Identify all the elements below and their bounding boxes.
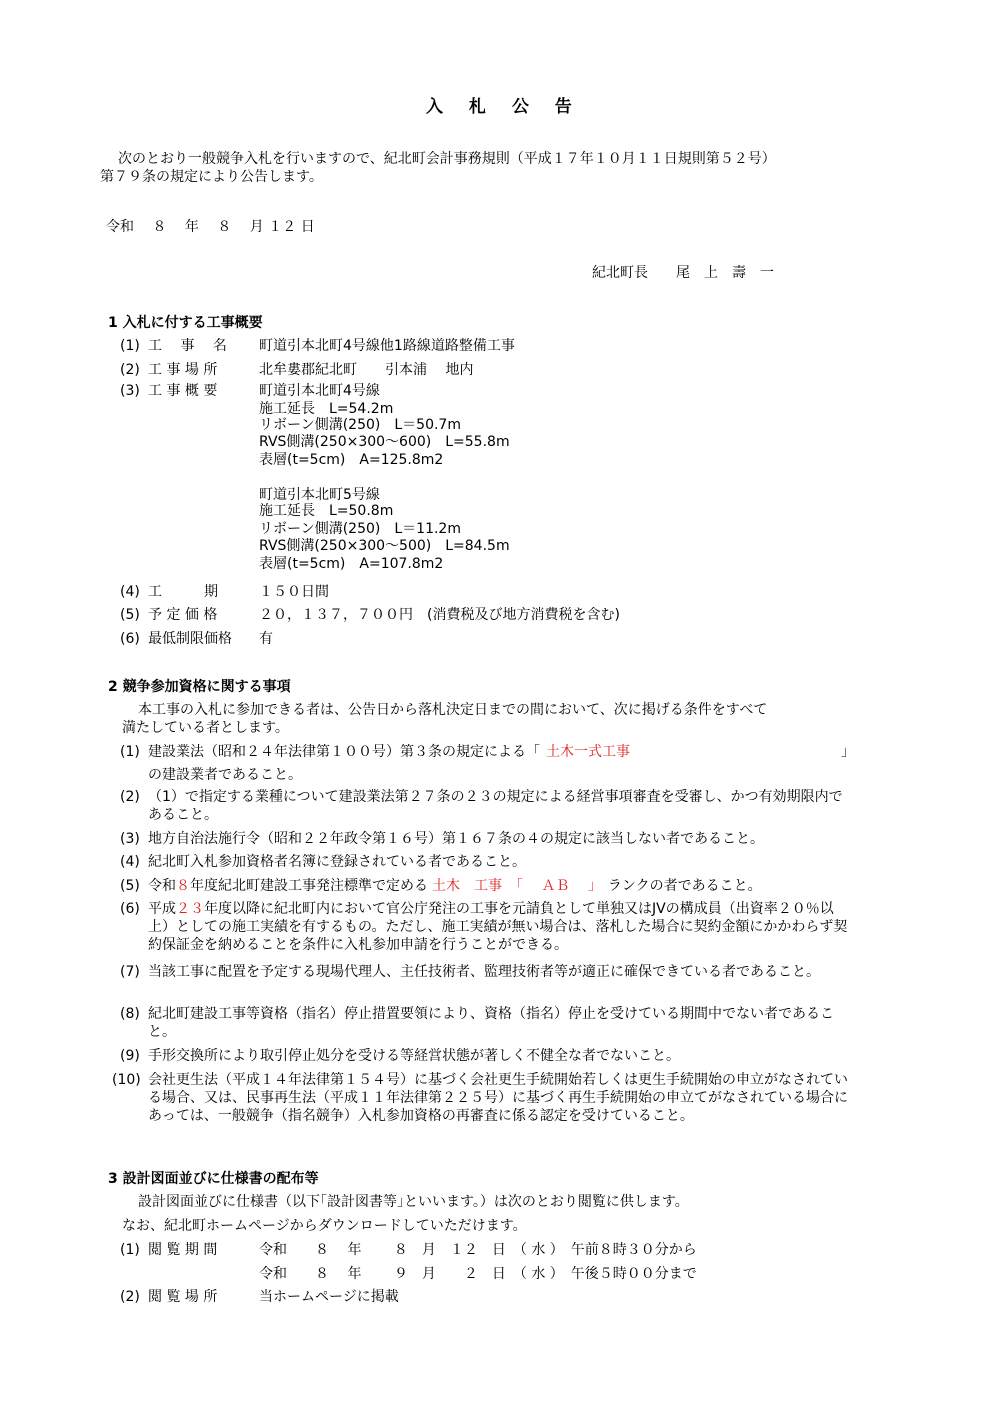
item-number: (6) xyxy=(120,631,140,647)
item-number: (8) xyxy=(120,1006,140,1022)
qualification-text: 年度以降に紀北町内において官公庁発注の工事を元請負として単独又はJVの構成員（出資率２０％以上）としての施工実績を有するもの。ただし、施工実績が無い場合は、落札した場合に契約金額にかかわらず契約保証金を納めることを条件に入札参加申請を行うことができる。 xyxy=(148,901,848,953)
viewing-location: 当ホームページに掲載 xyxy=(259,1289,399,1305)
qualification-9: 手形交換所により取引停止処分を受ける等経営状態が著しく不健全な者でないこと。 xyxy=(148,1048,680,1064)
qualification-text: 平成 xyxy=(148,901,176,917)
item-number: (10) xyxy=(112,1072,141,1088)
item-label: 工 事 名 xyxy=(148,338,227,354)
viewing-period-start: 令和 ８ 年 ８ 月 １２ 日 （ 水 ） 午前８時３０分から xyxy=(259,1242,697,1258)
item-number: (2) xyxy=(120,789,140,805)
overview-line: 施工延長 L=54.2m xyxy=(259,401,394,417)
construction-period: １５０日間 xyxy=(259,584,329,600)
overview-line: 町道引本北町4号線 xyxy=(259,383,380,399)
section-2-heading: 2 競争参加資格に関する事項 xyxy=(108,679,291,695)
qualification-text: 建設業法（昭和２４年法律第１００号）第３条の規定による「 xyxy=(148,744,540,760)
signer: 紀北町長 尾 上 壽 一 xyxy=(592,265,774,281)
section-3-heading: 3 設計図面並びに仕様書の配布等 xyxy=(108,1171,319,1187)
overview-line: RVS側溝(250×300～600) L=55.8m xyxy=(259,434,510,450)
intro-line-1: 次のとおり一般競争入札を行いますので、紀北町会計事務規則（平成１７年１０月１１日規則第５２号） xyxy=(118,151,776,167)
section-3-intro: なお、紀北町ホームページからダウンロードしていただけます。 xyxy=(122,1218,527,1234)
qualification-4: 紀北町入札参加資格者名簿に登録されている者であること。 xyxy=(148,854,526,870)
qualification-10: 会社更生法（平成１４年法律第１５４号）に基づく会社更生手続開始若しくは更生手続開始の申立がなされている場合、又は、民事再生法（平成１１年法律第２２５号）に基づく再生手続開始の申立てがなされている場合にあっては、一般競争（指名競争）入札参加資格の再審査に係る認定を受けていること。 xyxy=(148,1072,848,1124)
fiscal-year: ８ xyxy=(176,878,190,894)
qualification-6 xyxy=(148,900,854,954)
notice-date: 令和 ８ 年 ８ 月 １２ 日 xyxy=(106,219,315,235)
qualification-3: 地方自治法施行令（昭和２２年政令第１６号）第１６７条の４の規定に該当しない者であること。 xyxy=(148,831,764,847)
section-2-intro: 本工事の入札に参加できる者は、公告日から落札決定日までの間において、次に掲げる条件をすべて xyxy=(138,702,768,718)
section-2-intro: 満たしている者とします。 xyxy=(122,720,289,736)
item-label: 閲 覧 期 間 xyxy=(148,1242,218,1258)
item-label: 工 事 場 所 xyxy=(148,362,218,378)
required-trade: 土木一式工事 xyxy=(546,744,630,760)
item-number: (2) xyxy=(120,362,140,378)
qualification-text: の建設業者であること。 xyxy=(148,767,302,783)
item-number: (4) xyxy=(120,584,140,600)
construction-location: 北牟婁郡紀北町 引本浦 地内 xyxy=(259,362,474,378)
item-number: (2) xyxy=(120,1289,140,1305)
qualification-text: 令和 xyxy=(148,878,176,894)
qualification-text: 年度紀北町建設工事発注標準で定める xyxy=(190,878,428,894)
item-number: (9) xyxy=(120,1048,140,1064)
item-number: (7) xyxy=(120,964,140,980)
overview-line: リボーン側溝(250) L＝11.2m xyxy=(259,521,461,537)
planned-price: ２０，１３７，７００円 (消費税及び地方消費税を含む) xyxy=(259,607,620,623)
item-label: 最低制限価格 xyxy=(148,631,232,647)
overview-line: 施工延長 L=50.8m xyxy=(259,503,394,519)
overview-line: 町道引本北町5号線 xyxy=(259,487,380,503)
viewing-period-end: 令和 ８ 年 ９ 月 ２ 日 （ 水 ） 午後５時００分まで xyxy=(259,1266,697,1282)
item-label: 閲 覧 場 所 xyxy=(148,1289,218,1305)
item-number: (3) xyxy=(120,831,140,847)
bracket-close: 」 xyxy=(841,744,855,760)
item-number: (3) xyxy=(120,383,140,399)
qualification-7: 当該工事に配置を予定する現場代理人、主任技術者、監理技術者等が適正に確保できている者であること。 xyxy=(148,964,820,980)
item-label: 工 事 概 要 xyxy=(148,383,218,399)
page-title: 入 札 公 告 xyxy=(426,97,582,117)
overview-line: 表層(t=5cm) A=107.8m2 xyxy=(259,556,444,572)
item-number: (1) xyxy=(120,1242,140,1258)
minimum-price: 有 xyxy=(259,631,273,647)
overview-line: 表層(t=5cm) A=125.8m2 xyxy=(259,452,444,468)
item-number: (5) xyxy=(120,607,140,623)
section-1-heading: 1 入札に付する工事概要 xyxy=(108,315,263,331)
qualification-8: 紀北町建設工事等資格（指名）停止措置要領により、資格（指名）停止を受けている期間中でない者であること。 xyxy=(148,1006,834,1040)
reference-year: ２３ xyxy=(176,901,204,917)
intro-line-2: 第７９条の規定により公告します。 xyxy=(100,169,323,185)
item-label: 工 期 xyxy=(148,584,218,600)
item-number: (6) xyxy=(120,901,140,917)
overview-line: リボーン側溝(250) L＝50.7m xyxy=(259,417,461,433)
qualification-5 xyxy=(148,877,762,895)
qualification-1 xyxy=(148,743,630,761)
section-3-intro: 設計図面並びに仕様書（以下｢設計図書等｣といいます。）は次のとおり閲覧に供します。 xyxy=(138,1194,689,1210)
qualification-text: ランクの者であること。 xyxy=(607,878,762,894)
item-number: (1) xyxy=(120,338,140,354)
item-label: 予 定 価 格 xyxy=(148,607,218,623)
qualification-2: （1）で指定する業種について建設業法第２７条の２３の規定による経営事項審査を受審し、かつ有効期限内であること。 xyxy=(148,789,843,823)
overview-line: RVS側溝(250×300～500) L=84.5m xyxy=(259,538,510,554)
item-number: (4) xyxy=(120,854,140,870)
item-number: (5) xyxy=(120,878,140,894)
item-number: (1) xyxy=(120,744,140,760)
rank-type: 土木 工事 「 ＡＢ 」 xyxy=(432,878,602,894)
construction-name: 町道引本北町4号線他1路線道路整備工事 xyxy=(259,338,515,354)
